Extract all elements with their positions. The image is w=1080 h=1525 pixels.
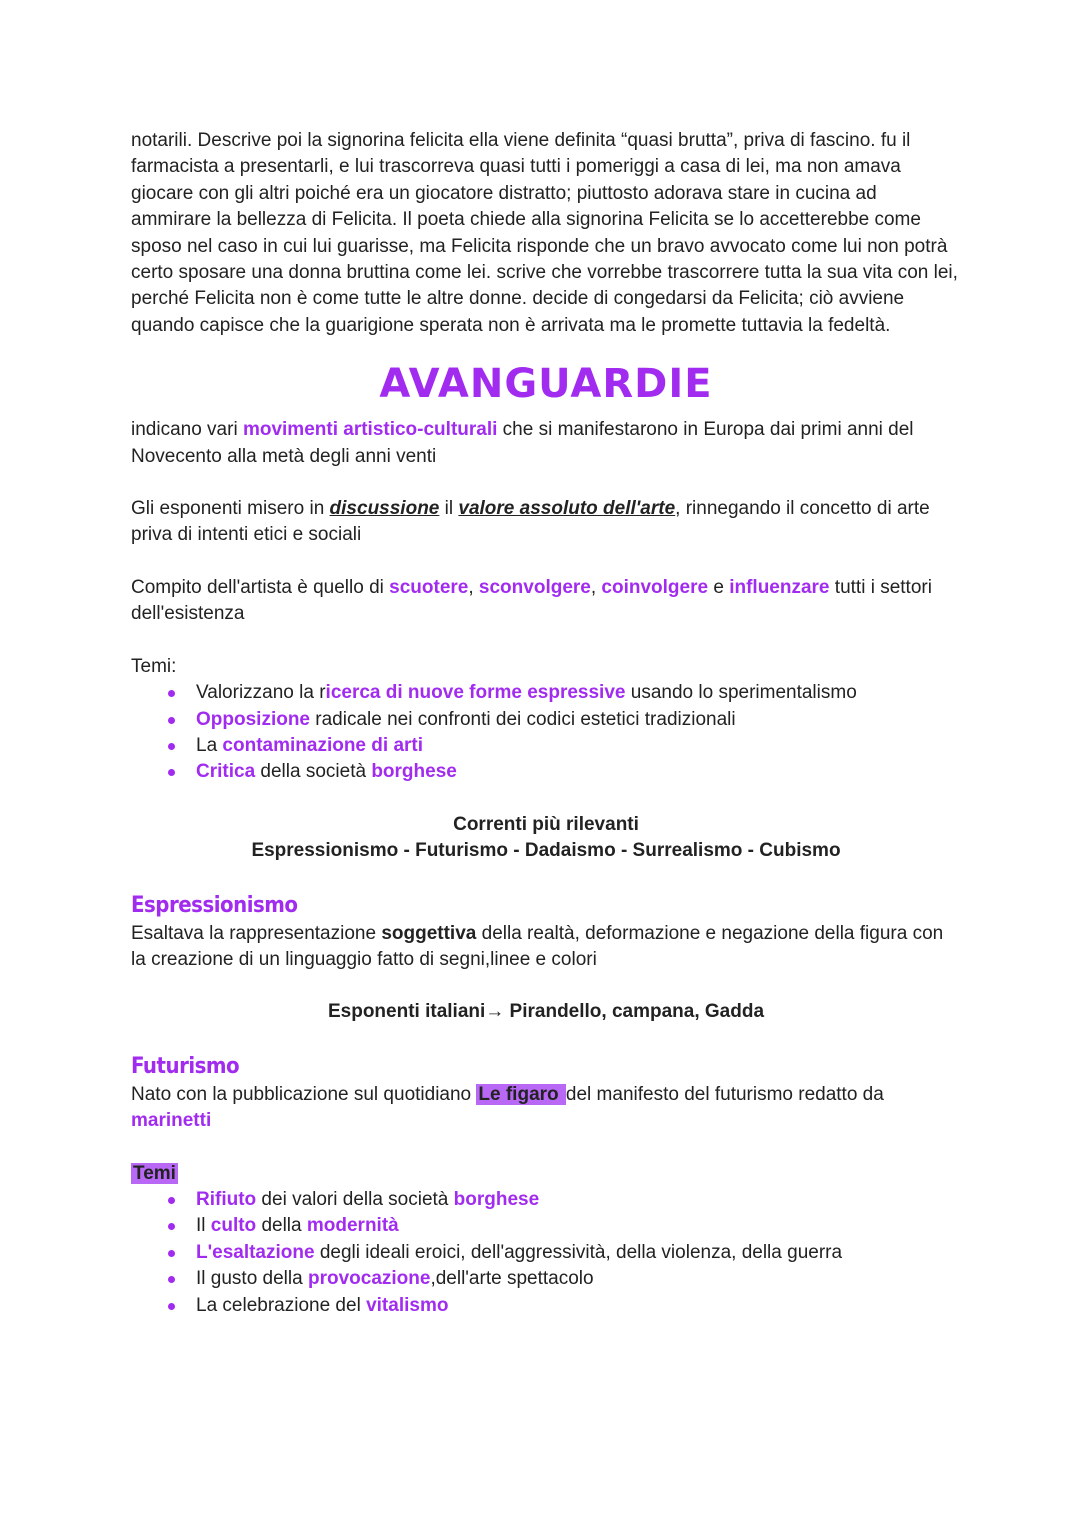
list-item: La contaminazione di arti xyxy=(196,733,961,759)
list-item: La celebrazione del vitalismo xyxy=(196,1293,961,1319)
list-item: Rifiuto dei valori della società borghese xyxy=(196,1187,961,1213)
list-item: Valorizzano la ricerca di nuove forme espressive usando lo sperimentalismo xyxy=(196,680,961,706)
futurismo-paragraph: Nato con la pubblicazione sul quotidiano Le figaro del manifesto del futurismo redatto da marinetti xyxy=(131,1083,884,1132)
temi-label-futurismo: Temi xyxy=(133,1162,176,1184)
highlight-term: movimenti artistico-culturali xyxy=(242,419,498,441)
temi-list xyxy=(131,680,961,786)
esponenti-italiani: Esponenti italiani→ Pirandello, campana, Gadda xyxy=(327,1001,765,1023)
list-item: Il gusto della provocazione,dell'arte spettacolo xyxy=(196,1266,961,1292)
document-page xyxy=(131,128,961,1319)
correnti-title: Correnti più rilevanti xyxy=(453,813,639,835)
avanguardie-compito: Compito dell'artista è quello di scuotere, sconvolgere, coinvolgere e influenzare tutti i settori dell'esistenza xyxy=(131,576,932,625)
underlined-term: discussione xyxy=(329,498,440,520)
avanguardie-definition: indicano vari movimenti artistico-culturali che si manifestarono in Europa dai primi anni del Novecento alla metà degli anni venti xyxy=(131,419,914,467)
section-title-espressionismo: Espressionismo xyxy=(131,892,298,918)
highlighted-term: Le figaro xyxy=(478,1083,564,1105)
temi-label: Temi: xyxy=(131,655,177,677)
underlined-term: valore assoluto dell'arte xyxy=(458,498,676,520)
list-item: Il culto della modernità xyxy=(196,1213,961,1239)
list-item: Opposizione radicale nei confronti dei codici estetici tradizionali xyxy=(196,707,961,733)
section-title-avanguardie: AVANGUARDIE xyxy=(379,361,713,408)
avanguardie-esponenti: Gli esponenti misero in discussione il valore assoluto dell'arte, rinnegando il concetto di arte priva di intenti etici e sociali xyxy=(131,498,930,546)
correnti-list: Espressionismo - Futurismo - Dadaismo - Surrealismo - Cubismo xyxy=(251,840,841,862)
list-item: L'esaltazione degli ideali eroici, dell'aggressività, della violenza, della guerra xyxy=(196,1240,961,1266)
list-item: Critica della società borghese xyxy=(196,759,961,785)
intro-paragraph: notarili. Descrive poi la signorina felicita ella viene definita “quasi brutta”, priva di fascino. fu il farmacista a presentarli, e lui trascorreva quasi tutti i pomeriggi a casa di lei, ma non amava giocare con gli altri poiché era un giocatore distratto; piuttosto adorava stare in cucina ad ammirare la bellezza di Felicita. Il poeta chiede alla signorina Felicita se lo accetterebbe come sposo nel caso in cui lui guarisse, ma Felicita risponde che un bravo avvocato come lui non potrà certo sposare una donna bruttina come lei. scrive che vorrebbe trascorrere tutta la sua vita con lei, perché Felicita non è come tutte le altre donne. decide di congedarsi da Felicita; ciò avviene quando capisce che la guarigione sperata non è arrivata ma le promette tuttavia la fedeltà. xyxy=(131,130,958,336)
espressionismo-paragraph: Esaltava la rappresentazione soggettiva della realtà, deformazione e negazione della figura con la creazione di un linguaggio fatto di segni,linee e colori xyxy=(131,922,944,970)
section-title-futurismo: Futurismo xyxy=(131,1053,240,1079)
futurismo-temi-list xyxy=(131,1187,961,1319)
